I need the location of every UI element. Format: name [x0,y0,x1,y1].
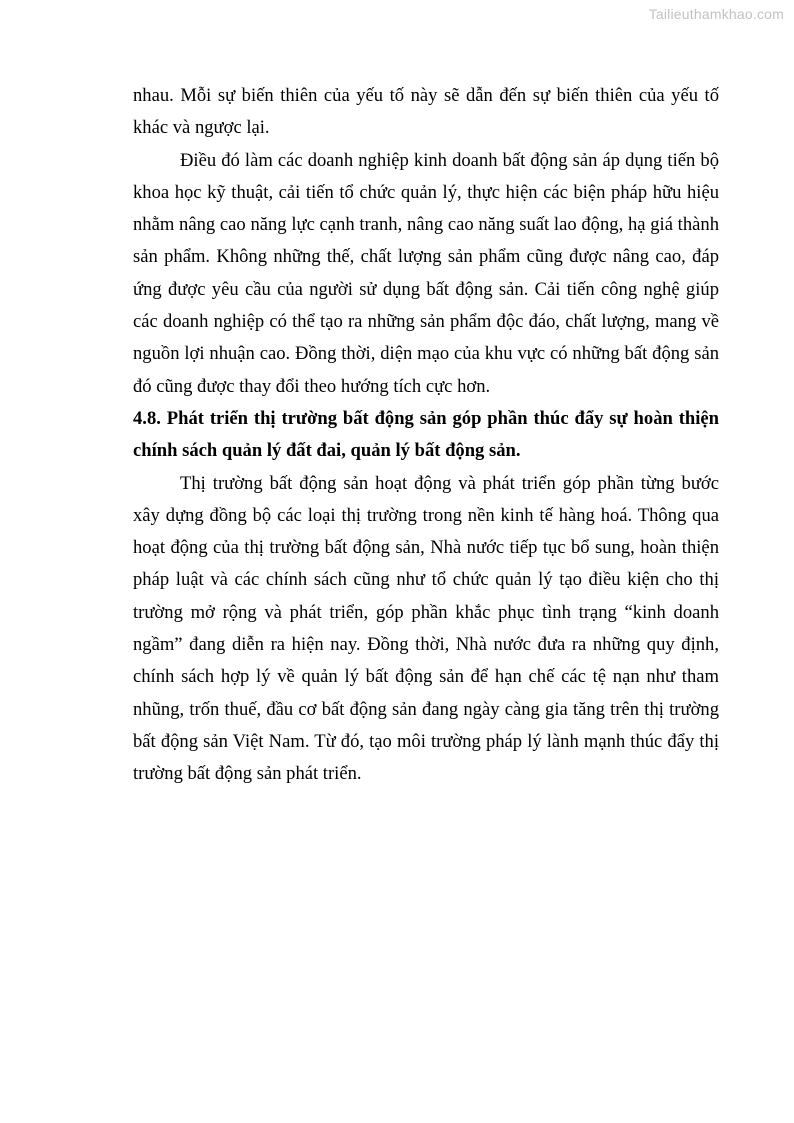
paragraph-continuation: nhau. Mỗi sự biến thiên của yếu tố này sẽ dẫn đến sự biến thiên của yếu tố khác và ngược lại. [133,85,719,139]
watermark-text: Tailieuthamkhao.com [648,6,784,22]
section-heading-4-8: 4.8. Phát triển thị trường bất động sản góp phần thúc đẩy sự hoàn thiện chính sách quản lý đất đai, quản lý bất động sản. [133,407,719,462]
paragraph-policy-improvement: Thị trường bất động sản hoạt động và phát triển góp phần từng bước xây dựng đồng bộ các loại thị trường trong nền kinh tế hàng hoá. Thông qua hoạt động của thị trường bất động sản, Nhà nước tiếp tục bổ sung, hoàn thiện pháp luật và các chính sách cũng như tổ chức quản lý tạo điều kiện cho thị trường mở rộng và phát triển, góp phần khắc phục tình trạng “kinh doanh ngầm” đang diễn ra hiện nay. Đồng thời, Nhà nước đưa ra những quy định, chính sách hợp lý về quản lý bất động sản để hạn chế các tệ nạn như tham nhũng, trốn thuế, đầu cơ bất động sản đang ngày càng gia tăng trên thị trường bất động sản Việt Nam. Từ đó, tạo môi trường pháp lý lành mạnh thúc đẩy thị trường bất động sản phát triển. [133,472,719,785]
document-body [133,80,719,791]
paragraph-business-impact: Điều đó làm các doanh nghiệp kinh doanh bất động sản áp dụng tiến bộ khoa học kỹ thuật, cải tiến tổ chức quản lý, thực hiện các biện pháp hữu hiệu nhằm nâng cao năng lực cạnh tranh, nâng cao năng suất lao động, hạ giá thành sản phẩm. Không những thế, chất lượng sản phẩm cũng được nâng cao, đáp ứng được yêu cầu của người sử dụng bất động sản. Cải tiến công nghệ giúp các doanh nghiệp có thể tạo ra những sản phẩm độc đáo, chất lượng, mang về nguồn lợi nhuận cao. Đồng thời, diện mạo của khu vực có những bất động sản đó cũng được thay đổi theo hướng tích cực hơn. [133,149,719,397]
